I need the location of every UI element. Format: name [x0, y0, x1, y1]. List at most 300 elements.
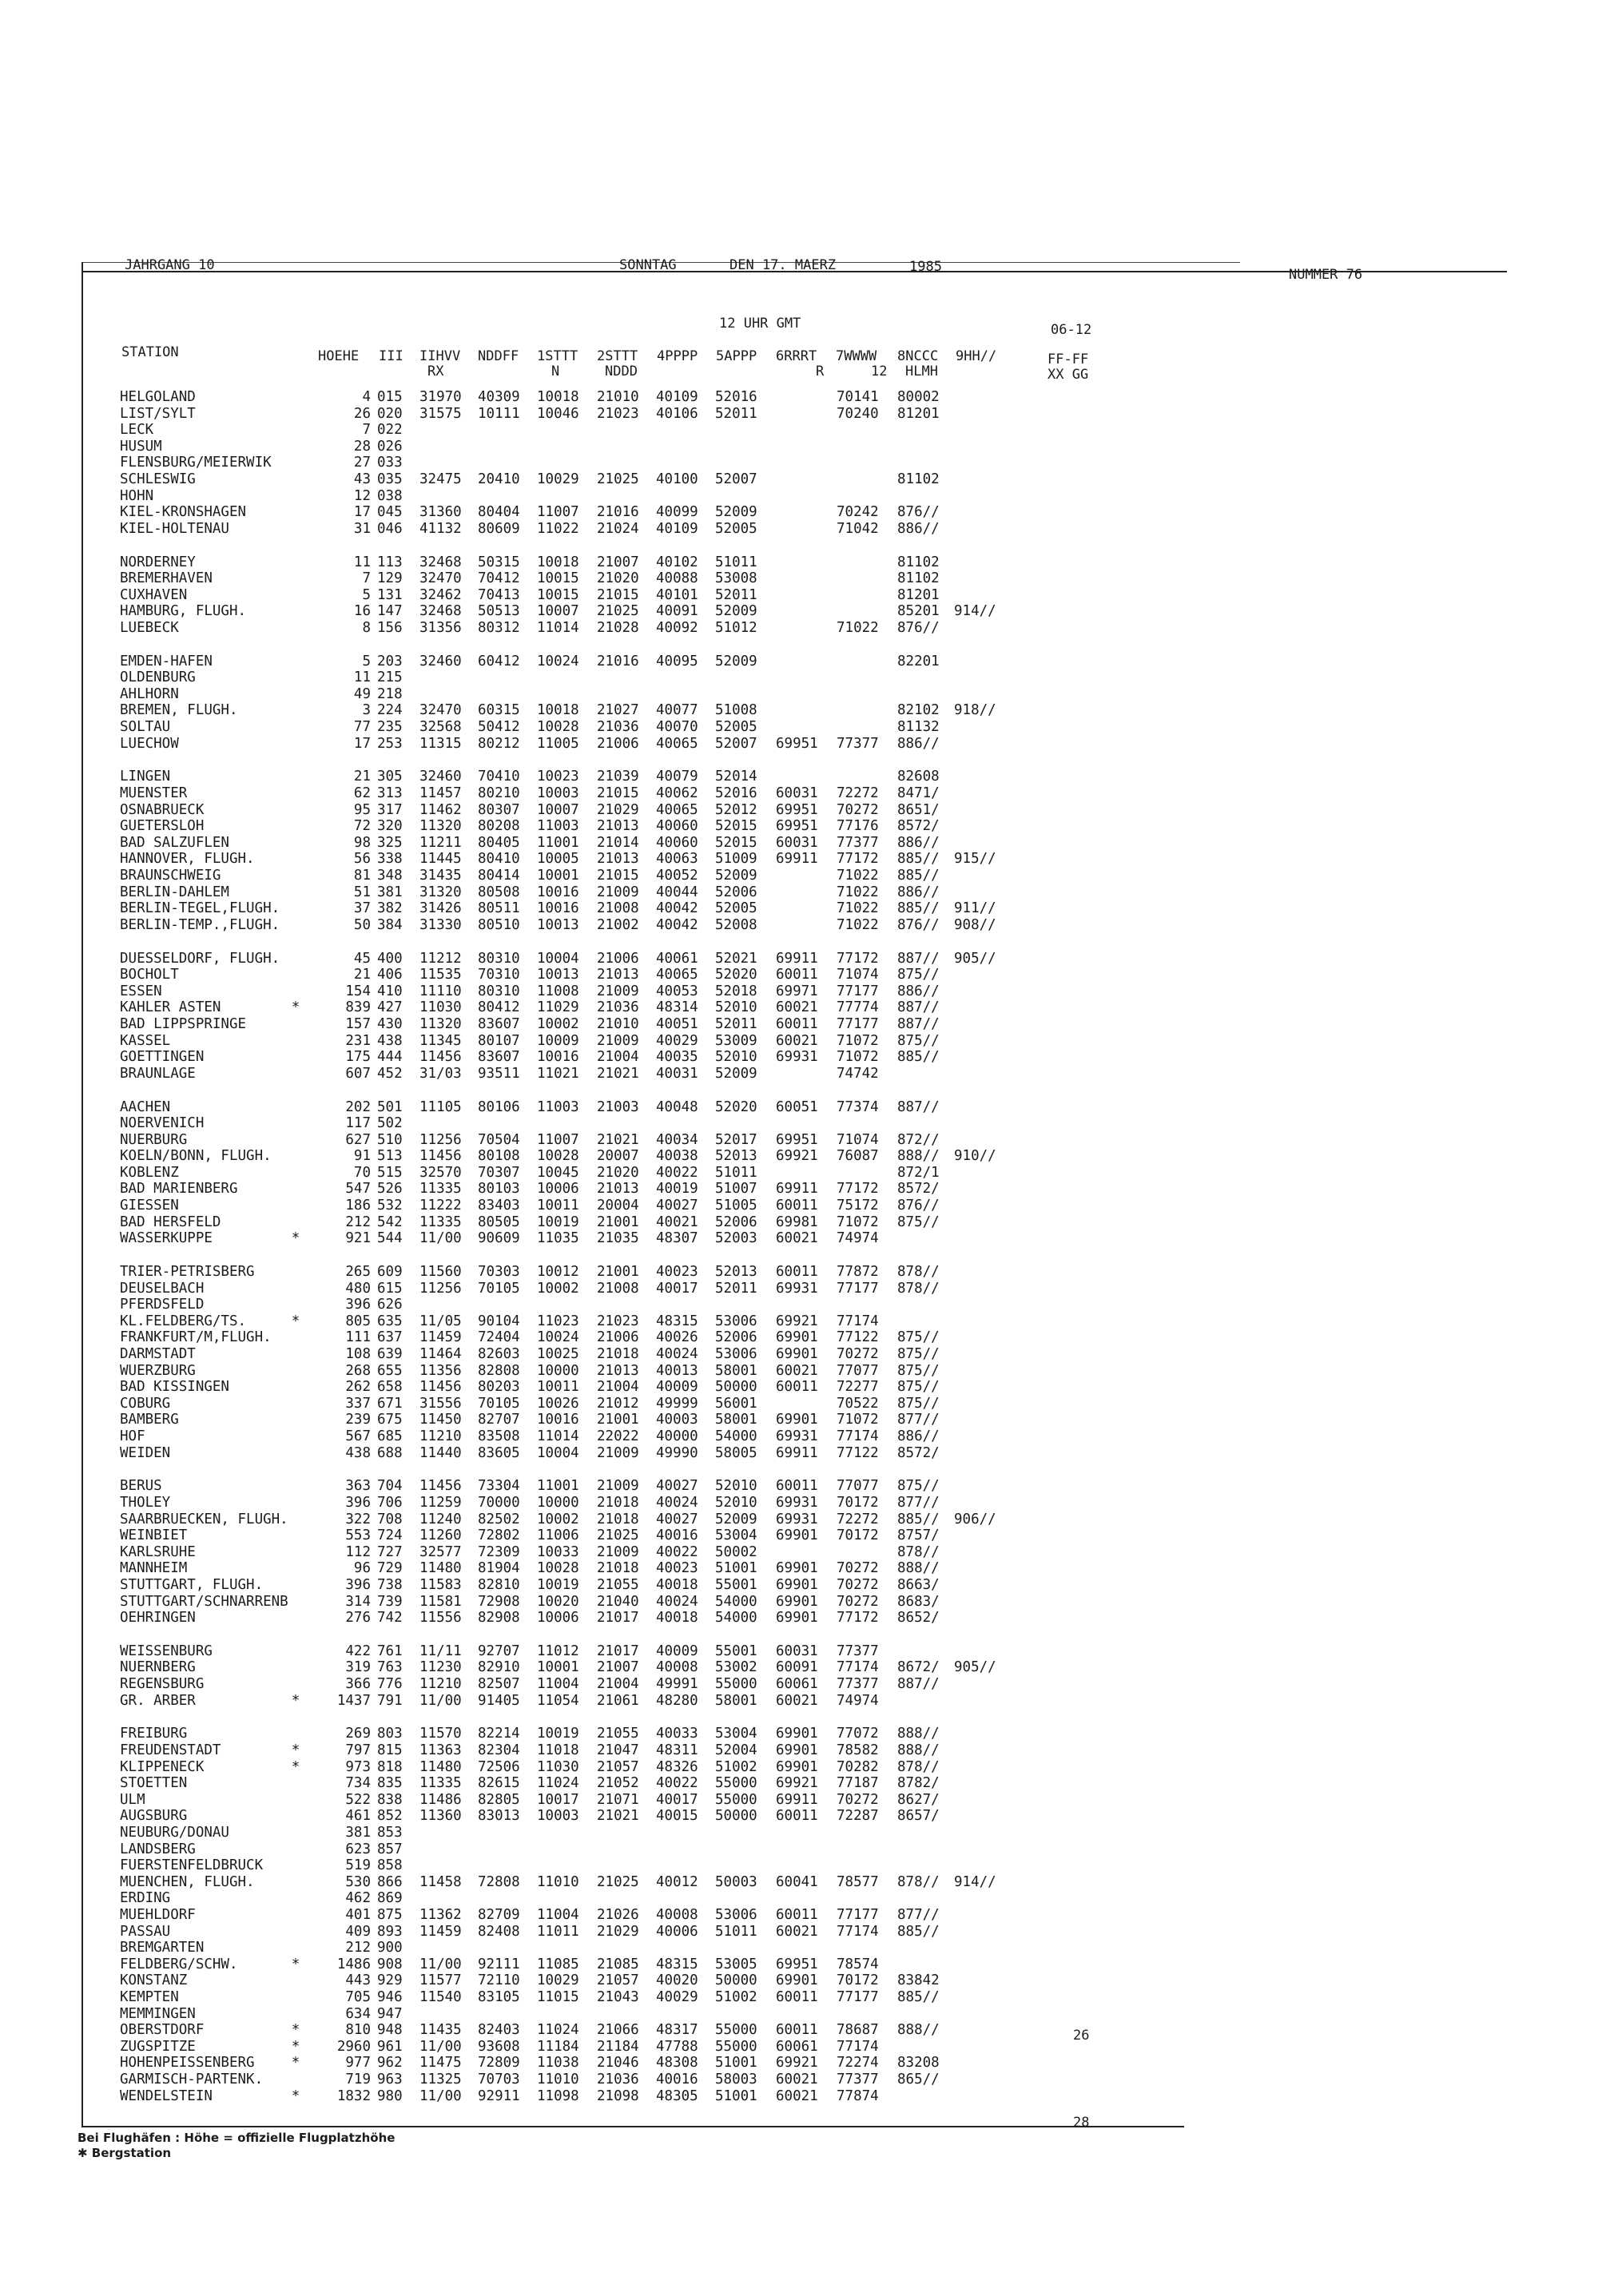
obs-value: 56001 — [715, 1395, 757, 1412]
obs-value: 52006 — [715, 1329, 757, 1346]
obs-value: 11030 — [419, 999, 462, 1016]
station-index: 515 — [377, 1164, 403, 1181]
obs-value: 32460 — [419, 769, 462, 785]
station-index: 038 — [377, 487, 403, 504]
obs-value: 69931 — [776, 1049, 818, 1066]
obs-value: 11535 — [419, 967, 462, 983]
obs-value: 69951 — [776, 735, 818, 752]
obs-value: 77374 — [837, 1098, 879, 1115]
obs-value: 51009 — [715, 851, 757, 868]
station-name: STOETTEN — [120, 1775, 188, 1792]
obs-value: 40062 — [656, 785, 698, 802]
table-row — [120, 1577, 1206, 1594]
obs-value: 10029 — [537, 1972, 579, 1989]
obs-value: 918// — [954, 702, 996, 719]
table-row — [120, 818, 1206, 835]
obs-value: 21013 — [597, 851, 639, 868]
obs-value: 69911 — [776, 1181, 818, 1198]
station-group — [120, 1264, 1206, 1461]
station-index: 015 — [377, 389, 403, 405]
station-name: BAD MARIENBERG — [120, 1181, 238, 1198]
obs-value: 11001 — [537, 1478, 579, 1495]
obs-value: 71042 — [837, 520, 879, 537]
obs-value: 875// — [897, 967, 940, 983]
station-index: 727 — [377, 1543, 403, 1560]
obs-value: 51008 — [715, 702, 757, 719]
obs-value: 876// — [897, 504, 940, 521]
station-name: FREUDENSTADT — [120, 1742, 221, 1759]
obs-value: 60011 — [776, 1015, 818, 1032]
obs-value: 80609 — [478, 520, 520, 537]
obs-value: 50000 — [715, 1972, 757, 1989]
obs-value: 53004 — [715, 1527, 757, 1544]
obs-value: 77077 — [837, 1478, 879, 1495]
obs-value: 11325 — [419, 2071, 462, 2087]
station-name: DARMSTADT — [120, 1346, 196, 1362]
table-row — [120, 967, 1206, 983]
station-name: FUERSTENFELDBRUCK — [120, 1857, 264, 1874]
obs-value: 40038 — [656, 1148, 698, 1165]
obs-value: 40015 — [656, 1808, 698, 1825]
obs-value: 69931 — [776, 1494, 818, 1511]
obs-value: 885// — [897, 900, 940, 917]
obs-value: 887// — [897, 999, 940, 1016]
table-row — [120, 951, 1206, 967]
station-height: 977 — [345, 2055, 371, 2072]
station-name: SOLTAU — [120, 719, 171, 736]
obs-value: 82808 — [478, 1362, 520, 1379]
station-name: LECK — [120, 422, 154, 439]
obs-value: 51011 — [715, 1923, 757, 1940]
table-row — [120, 1643, 1206, 1660]
station-height: 117 — [345, 1115, 371, 1132]
obs-value: 21012 — [597, 1395, 639, 1412]
obs-value: 11335 — [419, 1181, 462, 1198]
station-height: 31 — [353, 520, 371, 537]
station-index: 639 — [377, 1346, 403, 1362]
station-name: BREMERHAVEN — [120, 570, 213, 587]
obs-value: 8657/ — [897, 1808, 940, 1825]
obs-value: 11450 — [419, 1412, 462, 1428]
station-height: 422 — [345, 1643, 371, 1659]
obs-value: 11540 — [419, 1988, 462, 2005]
station-index: 438 — [377, 1032, 403, 1049]
obs-value: 11259 — [419, 1494, 462, 1511]
table-row — [120, 1775, 1206, 1792]
obs-value: 8651/ — [897, 801, 940, 818]
obs-value: 77176 — [837, 818, 879, 835]
obs-value: 10004 — [537, 950, 579, 967]
obs-value: 10016 — [537, 884, 579, 900]
obs-value: 71072 — [837, 1214, 879, 1230]
table-row — [120, 1742, 1206, 1759]
station-index: 739 — [377, 1593, 403, 1610]
column-hoehe: HOEHE — [318, 348, 360, 364]
obs-value: 878// — [897, 1873, 940, 1890]
obs-value: 70310 — [478, 967, 520, 983]
observation-table — [120, 389, 1206, 2121]
station-index: 022 — [377, 422, 403, 439]
obs-value: 20007 — [597, 1148, 639, 1165]
obs-value: 71072 — [837, 1412, 879, 1428]
table-row — [120, 868, 1206, 884]
station-height: 37 — [353, 900, 371, 917]
column-ihvv: IIHVV — [419, 348, 461, 364]
obs-value: 31/03 — [419, 1065, 462, 1082]
station-name: HUSUM — [120, 438, 162, 455]
obs-value: 60061 — [776, 2038, 818, 2055]
obs-value: 53002 — [715, 1659, 757, 1676]
obs-value: 77072 — [837, 1726, 879, 1742]
obs-value: 8757/ — [897, 1527, 940, 1544]
obs-value: 69951 — [776, 801, 818, 818]
obs-value: 60031 — [776, 1643, 818, 1659]
obs-value: 11345 — [419, 1032, 462, 1049]
obs-value: 60021 — [776, 1692, 818, 1709]
obs-value: 82408 — [478, 1923, 520, 1940]
station-height: 56 — [353, 851, 371, 868]
obs-value: 21055 — [597, 1726, 639, 1742]
obs-value: 10001 — [537, 1659, 579, 1676]
obs-value: 11464 — [419, 1346, 462, 1362]
obs-value: 83607 — [478, 1015, 520, 1032]
station-index: 156 — [377, 619, 403, 636]
obs-value: 58001 — [715, 1412, 757, 1428]
station-name: BAD KISSINGEN — [120, 1379, 229, 1396]
obs-value: 82709 — [478, 1906, 520, 1923]
obs-value: 80412 — [478, 999, 520, 1016]
obs-value: 40060 — [656, 834, 698, 851]
obs-value: 886// — [897, 884, 940, 900]
station-height: 2960 — [336, 2038, 371, 2055]
column-7wwww: 7WWWW — [836, 348, 877, 364]
obs-value: 21015 — [597, 785, 639, 802]
obs-value: 52021 — [715, 950, 757, 967]
obs-value: 888// — [897, 1742, 940, 1759]
obs-value: 11/00 — [419, 1956, 462, 1972]
station-index: 763 — [377, 1659, 403, 1676]
table-row — [120, 999, 1206, 1016]
obs-value: 40029 — [656, 1988, 698, 2005]
obs-value: 40065 — [656, 967, 698, 983]
obs-value: 885// — [897, 851, 940, 868]
obs-value: 40079 — [656, 769, 698, 785]
obs-value: 70307 — [478, 1164, 520, 1181]
obs-value: 11110 — [419, 983, 462, 999]
obs-value: 90609 — [478, 1230, 520, 1247]
obs-value: 69901 — [776, 1593, 818, 1610]
station-name: GUETERSLOH — [120, 818, 205, 835]
table-row — [120, 2055, 1206, 2072]
obs-value: 11570 — [419, 1726, 462, 1742]
obs-value: 93511 — [478, 1065, 520, 1082]
station-index: 818 — [377, 1758, 403, 1775]
obs-value: 10025 — [537, 1346, 579, 1362]
station-index: 803 — [377, 1726, 403, 1742]
station-name: KIEL-HOLTENAU — [120, 520, 229, 537]
table-row — [120, 702, 1206, 719]
obs-value: 72272 — [837, 1511, 879, 1527]
obs-value: 888// — [897, 1560, 940, 1577]
obs-value: 21021 — [597, 1131, 639, 1148]
station-height: 45 — [353, 950, 371, 967]
station-index: 235 — [377, 719, 403, 736]
obs-value: 40027 — [656, 1198, 698, 1214]
obs-value: 80312 — [478, 619, 520, 636]
obs-value: 72809 — [478, 2055, 520, 2072]
obs-value: 887// — [897, 1098, 940, 1115]
station-name: NEUBURG/DONAU — [120, 1825, 229, 1841]
obs-value: 48326 — [656, 1758, 698, 1775]
station-index: 045 — [377, 504, 403, 521]
obs-value: 11320 — [419, 1015, 462, 1032]
obs-value: 10046 — [537, 405, 579, 422]
obs-value: 21029 — [597, 801, 639, 818]
table-row — [120, 1659, 1206, 1676]
obs-value: 40042 — [656, 900, 698, 917]
obs-value: 32462 — [419, 586, 462, 603]
obs-value: 60021 — [776, 1032, 818, 1049]
table-row — [120, 521, 1206, 538]
station-height: 212 — [345, 1214, 371, 1230]
obs-value: 11008 — [537, 983, 579, 999]
obs-value: 888// — [897, 1726, 940, 1742]
obs-value: 50000 — [715, 1379, 757, 1396]
obs-value: 8663/ — [897, 1576, 940, 1593]
station-index: 544 — [377, 1230, 403, 1247]
obs-value: 52005 — [715, 900, 757, 917]
obs-value: 54000 — [715, 1610, 757, 1627]
obs-value: 40065 — [656, 801, 698, 818]
table-row — [120, 1297, 1206, 1313]
obs-value: 55000 — [715, 2038, 757, 2055]
obs-value: 10015 — [537, 570, 579, 587]
table-row — [120, 1363, 1206, 1380]
station-index: 724 — [377, 1527, 403, 1544]
obs-value: 72309 — [478, 1543, 520, 1560]
obs-value: 70141 — [837, 389, 879, 405]
station-name: STUTTGART, FLUGH. — [120, 1576, 264, 1593]
station-index: 215 — [377, 669, 403, 686]
station-index: 761 — [377, 1643, 403, 1659]
obs-value: 885// — [897, 1923, 940, 1940]
station-height: 322 — [345, 1511, 371, 1527]
obs-value: 21009 — [597, 1478, 639, 1495]
obs-value: 21052 — [597, 1775, 639, 1792]
obs-value: 78582 — [837, 1742, 879, 1759]
table-row — [120, 1066, 1206, 1082]
station-height: 95 — [353, 801, 371, 818]
obs-value: 51012 — [715, 619, 757, 636]
table-row — [120, 900, 1206, 917]
station-height: 62 — [353, 785, 371, 802]
obs-value: 21025 — [597, 1873, 639, 1890]
station-name: MUENCHEN, FLUGH. — [120, 1873, 255, 1890]
obs-value: 60041 — [776, 1873, 818, 1890]
obs-value: 40018 — [656, 1610, 698, 1627]
obs-value: 52020 — [715, 1098, 757, 1115]
obs-value: 69951 — [776, 1956, 818, 1972]
station-height: 567 — [345, 1428, 371, 1444]
obs-value: 77874 — [837, 2087, 879, 2104]
station-name: AACHEN — [120, 1098, 171, 1115]
obs-value: 10019 — [537, 1576, 579, 1593]
obs-value: 40022 — [656, 1775, 698, 1792]
obs-value: 10018 — [537, 702, 579, 719]
obs-value: 77172 — [837, 1181, 879, 1198]
obs-value: 21018 — [597, 1560, 639, 1577]
column-8nccc: 8NCCC — [897, 348, 939, 364]
station-index: 513 — [377, 1148, 403, 1165]
table-row — [120, 455, 1206, 471]
obs-value: 51007 — [715, 1181, 757, 1198]
obs-value: 40053 — [656, 983, 698, 999]
obs-value: 81102 — [897, 471, 940, 487]
obs-value: 71072 — [837, 1032, 879, 1049]
obs-value: 11018 — [537, 1742, 579, 1759]
station-index: 253 — [377, 735, 403, 752]
obs-value: 31320 — [419, 884, 462, 900]
obs-value: 52009 — [715, 1511, 757, 1527]
station-name: AUGSBURG — [120, 1808, 188, 1825]
obs-value: 70504 — [478, 1131, 520, 1148]
obs-value: 21017 — [597, 1610, 639, 1627]
obs-value: 10029 — [537, 471, 579, 487]
observation-time: 12 UHR GMT — [719, 316, 801, 332]
station-index: 526 — [377, 1181, 403, 1198]
obs-value: 887// — [897, 1676, 940, 1693]
obs-value: 69931 — [776, 1428, 818, 1444]
station-index: 626 — [377, 1297, 403, 1313]
obs-value: 82507 — [478, 1676, 520, 1693]
station-name: SCHLESWIG — [120, 471, 196, 487]
station-height: 5 — [362, 653, 371, 669]
obs-value: 77174 — [837, 1313, 879, 1329]
station-name: LUEBECK — [120, 619, 179, 636]
obs-value: 81102 — [897, 554, 940, 570]
column-xx: XX GG — [1047, 367, 1089, 383]
table-row — [120, 1924, 1206, 1940]
obs-value: 10024 — [537, 1329, 579, 1346]
obs-value: 21098 — [597, 2087, 639, 2104]
left-rule — [81, 262, 83, 2126]
table-row — [120, 1808, 1206, 1825]
obs-value: 82615 — [478, 1775, 520, 1792]
obs-value: 70272 — [837, 1560, 879, 1577]
obs-value: 11003 — [537, 818, 579, 835]
station-height: 7 — [362, 570, 371, 587]
obs-value: 60011 — [776, 2022, 818, 2039]
obs-value: 40012 — [656, 1873, 698, 1890]
obs-value: 11459 — [419, 1329, 462, 1346]
obs-value: 40095 — [656, 653, 698, 669]
station-name: NOERVENICH — [120, 1115, 205, 1132]
obs-value: 21006 — [597, 735, 639, 752]
obs-value: 10003 — [537, 785, 579, 802]
station-name: BAMBERG — [120, 1412, 179, 1428]
obs-value: 52009 — [715, 504, 757, 521]
station-name: BAD LIPPSPRINGE — [120, 1015, 247, 1032]
station-name: BAD HERSFELD — [120, 1214, 221, 1230]
obs-value: 876// — [897, 1198, 940, 1214]
obs-value: 60021 — [776, 2087, 818, 2104]
obs-value: 77174 — [837, 2038, 879, 2055]
table-row — [120, 1527, 1206, 1544]
obs-value: 40088 — [656, 570, 698, 587]
obs-value: 47788 — [656, 2038, 698, 2055]
obs-value: 80108 — [478, 1148, 520, 1165]
station-index: 410 — [377, 983, 403, 999]
obs-value: 91405 — [478, 1692, 520, 1709]
station-index: 962 — [377, 2055, 403, 2072]
obs-value: 21017 — [597, 1643, 639, 1659]
obs-value: 21016 — [597, 504, 639, 521]
station-index: 815 — [377, 1742, 403, 1759]
obs-value: 52011 — [715, 1015, 757, 1032]
station-name: LIST/SYLT — [120, 405, 196, 422]
obs-value: 69901 — [776, 1726, 818, 1742]
station-index: 203 — [377, 653, 403, 669]
obs-value: 72277 — [837, 1379, 879, 1396]
mountain-station-marker: * — [291, 1692, 300, 1709]
station-index: 502 — [377, 1115, 403, 1132]
obs-value: 40017 — [656, 1791, 698, 1808]
footnote-airport: Bei Flughäfen : Höhe = offizielle Flugplatzhöhe — [78, 2131, 396, 2145]
station-index: 615 — [377, 1280, 403, 1297]
obs-value: 60011 — [776, 1379, 818, 1396]
station-height: 623 — [345, 1841, 371, 1857]
table-row — [120, 1033, 1206, 1050]
table-row — [120, 1412, 1206, 1428]
obs-value: 21047 — [597, 1742, 639, 1759]
obs-value: 40000 — [656, 1428, 698, 1444]
obs-value: 32577 — [419, 1543, 462, 1560]
obs-value: 10019 — [537, 1726, 579, 1742]
table-row — [120, 653, 1206, 670]
obs-value: 80208 — [478, 818, 520, 835]
station-height: 4 — [362, 389, 371, 405]
station-index: 320 — [377, 818, 403, 835]
obs-value: 70303 — [478, 1264, 520, 1281]
station-height: 21 — [353, 967, 371, 983]
station-name: WENDELSTEIN — [120, 2087, 213, 2104]
column-2sttt-sub: NDDD — [605, 363, 638, 379]
station-index: 348 — [377, 868, 403, 884]
obs-value: 11230 — [419, 1659, 462, 1676]
station-index: 838 — [377, 1791, 403, 1808]
table-row — [120, 1313, 1206, 1330]
obs-value: 54000 — [715, 1428, 757, 1444]
obs-value: 10018 — [537, 554, 579, 570]
table-row — [120, 439, 1206, 455]
station-height: 607 — [345, 1065, 371, 1082]
table-row — [120, 406, 1206, 423]
table-row — [120, 422, 1206, 439]
obs-value: 21013 — [597, 818, 639, 835]
station-height: 12 — [353, 487, 371, 504]
obs-value: 21036 — [597, 719, 639, 736]
obs-value: 40009 — [656, 1379, 698, 1396]
station-index: 147 — [377, 603, 403, 620]
obs-value: 69921 — [776, 1313, 818, 1329]
obs-value: 92111 — [478, 1956, 520, 1972]
station-index: 026 — [377, 438, 403, 455]
station-index: 961 — [377, 2038, 403, 2055]
obs-value: 11360 — [419, 1808, 462, 1825]
obs-value: 52015 — [715, 834, 757, 851]
obs-value: 21001 — [597, 1412, 639, 1428]
obs-value: 80002 — [897, 389, 940, 405]
